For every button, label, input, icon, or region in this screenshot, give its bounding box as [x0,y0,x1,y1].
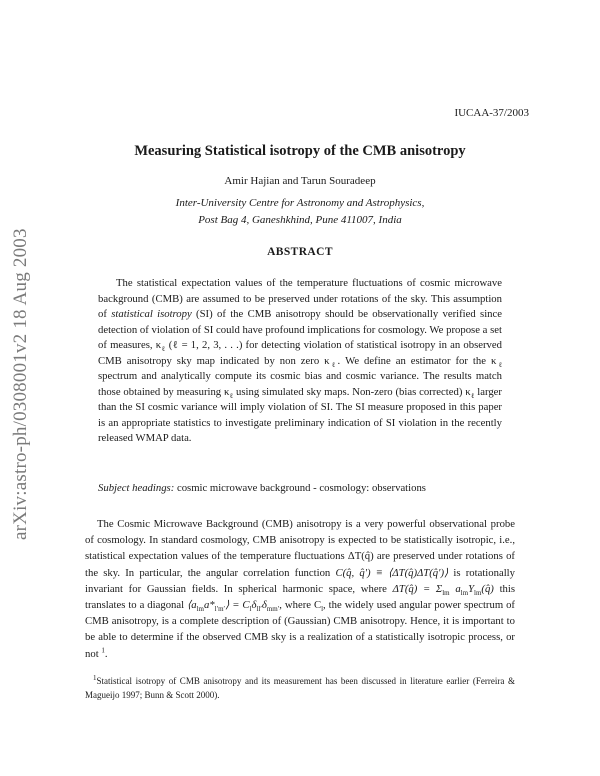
introduction-paragraph: The Cosmic Microwave Background (CMB) anisotropy is a very powerful observational probe of cosmology. In standard cosmology, CMB anisotropy is expected to be statistically isotropic, i.e., statistical expectation values of the temperature fluctuations ΔT(q̂) are preserved under rotations of the sky. In particular, the angular correlation function C(q̂, q̂′) ≡ ⟨ΔT(q̂)ΔT(q̂′)⟩ is rotationally invariant for Gaussian fields. In spherical harmonic space, where ΔT(q̂) = $\Sigma_{lm}$ $a_{lm}Y_{lm}(q̂)$ this translates to a diagonal $⟨a_{lm}a*_{l'm'}⟩ = C_l\delta_{ll'}\delta_{mm'}$, where $C_l$, the widely used angular power spectrum of CMB anisotropy, is a complete description of (Gaussian) CMB anisotropy. Hence, it is important to be able to determine if the observed CMB sky is a realization of a statistically isotropic process, or not $^1$. [85,518,516,660]
footnote [85,674,515,702]
authors: Amir Hajian and Tarun Souradeep [224,175,376,187]
footnote-reference: 1 [101,646,105,655]
subject-headings-label: Subject headings: [98,482,175,494]
report-number: IUCAA-37/2003 [454,107,529,119]
abstract-heading: ABSTRACT [267,246,333,258]
affiliation [0,195,600,229]
abstract-emphasis: statistical isotropy [111,308,192,320]
footnote-mark: 1 [93,674,97,682]
affiliation-line-1: Inter-University Centre for Astronomy and Astrophysics, [175,197,425,209]
subject-headings: Subject headings: cosmic microwave background - cosmology: observations [98,482,426,494]
affiliation-line-2: Post Bag 4, Ganeshkhind, Pune 411007, India [198,214,402,226]
arxiv-identifier: arXiv:astro-ph/0308001v2 18 Aug 2003 [10,228,31,540]
paper-title: Measuring Statistical isotropy of the CMB anisotropy [134,143,466,159]
footnote-text: Statistical isotropy of CMB anisotropy and its measurement has been discussed in literature earlier (Ferreira & Magueijo 1997; Bunn & Scott 2000). [85,676,515,700]
abstract-text: The statistical expectation values of the temperature fluctuations of cosmic microwave background (CMB) are assumed to be preserved under rotations of the sky. This assumption of statistical isotropy (SI) of the CMB anisotropy should be observationally verified since detection of violation of SI could have profound implications for cosmology. We propose a set of measures, $\kappa_\ell$ (ℓ = 1, 2, 3, . . .) for detecting violation of statistical isotropy in an observed CMB anisotropy sky map indicated by non zero $\kappa_\ell$. We define an estimator for the $\kappa_\ell$ spectrum and analytically compute its cosmic bias and cosmic variance. The results match those obtained by measuring $\kappa_\ell$ using simulated sky maps. Non-zero (bias corrected) $\kappa_\ell$ larger than the SI cosmic variance will imply violation of SI. The SI measure proposed in this paper is an appropriate statistics to investigate preliminary indication of SI violation in the recently released WMAP data. [98,277,502,444]
